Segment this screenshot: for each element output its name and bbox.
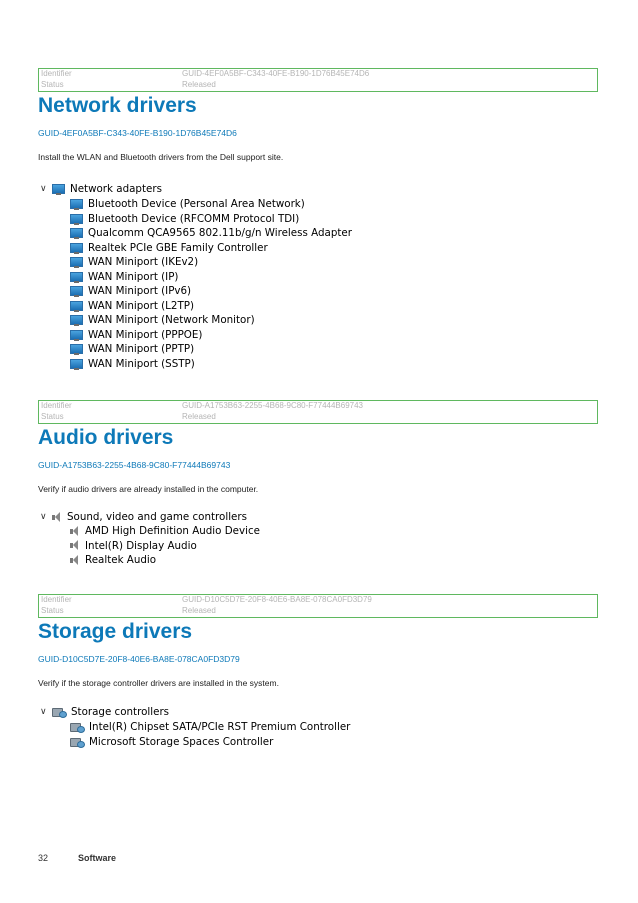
network-adapter-icon bbox=[70, 257, 83, 267]
tree-item[interactable] bbox=[70, 524, 260, 538]
tree-root-storage-controllers bbox=[40, 705, 169, 719]
chevron-down-icon: ∨ bbox=[40, 184, 47, 194]
tree-item-label: Microsoft Storage Spaces Controller bbox=[89, 735, 274, 748]
tree-item-label: Bluetooth Device (RFCOMM Protocol TDI) bbox=[88, 212, 300, 225]
network-adapter-icon bbox=[70, 330, 83, 340]
network-adapter-icon bbox=[70, 344, 83, 354]
tree-item-label: Realtek PCIe GBE Family Controller bbox=[88, 241, 268, 254]
tree-item-label: WAN Miniport (IP) bbox=[88, 270, 179, 283]
section-heading: Audio drivers bbox=[38, 426, 174, 449]
tree-root-network-adapters bbox=[40, 182, 162, 196]
storage-controller-icon bbox=[52, 707, 66, 717]
tree-item[interactable] bbox=[70, 212, 299, 226]
section-description: Verify if audio drivers are already installed in the computer. bbox=[38, 484, 259, 494]
identifier-label: Identifier bbox=[41, 401, 72, 410]
tree-item-label: Realtek Audio bbox=[85, 554, 157, 566]
tree-item[interactable] bbox=[70, 255, 198, 269]
speaker-icon bbox=[70, 540, 80, 551]
page-footer bbox=[38, 853, 116, 863]
section-guid: GUID-A1753B63-2255-4B68-9C80-F77444B69743 bbox=[38, 460, 231, 470]
network-adapter-icon bbox=[52, 184, 65, 194]
status-value: Released bbox=[182, 411, 216, 421]
tree-item[interactable] bbox=[70, 720, 350, 734]
tree-item[interactable] bbox=[70, 284, 191, 298]
section-description: Install the WLAN and Bluetooth drivers from the Dell support site. bbox=[38, 152, 284, 162]
speaker-icon bbox=[70, 526, 80, 537]
footer-section-name: Software bbox=[78, 853, 117, 863]
tree-item[interactable] bbox=[70, 226, 352, 240]
speaker-icon bbox=[70, 555, 80, 566]
tree-item[interactable] bbox=[70, 270, 178, 284]
network-adapter-icon bbox=[70, 272, 83, 282]
status-label: Status bbox=[41, 79, 64, 89]
tree-root-sound-controllers bbox=[40, 510, 247, 524]
tree-item[interactable] bbox=[70, 735, 273, 749]
tree-item-label: WAN Miniport (L2TP) bbox=[88, 299, 194, 312]
tree-item-label: Intel(R) Chipset SATA/PCIe RST Premium Controller bbox=[89, 721, 351, 733]
section-guid: GUID-4EF0A5BF-C343-40FE-B190-1D76B45E74D6 bbox=[38, 128, 237, 138]
tree-item[interactable] bbox=[70, 299, 194, 313]
tree-item[interactable] bbox=[70, 197, 305, 211]
tree-item-label: WAN Miniport (PPPOE) bbox=[88, 328, 203, 341]
network-adapter-icon bbox=[70, 214, 83, 224]
status-value: Released bbox=[182, 605, 216, 615]
network-adapter-icon bbox=[70, 286, 83, 296]
storage-controller-icon bbox=[70, 737, 84, 747]
tree-item-label: WAN Miniport (IKEv2) bbox=[88, 256, 199, 268]
tree-item-label: WAN Miniport (Network Monitor) bbox=[88, 314, 255, 326]
tree-item[interactable] bbox=[70, 539, 197, 553]
metadata-box bbox=[38, 68, 598, 92]
network-adapter-icon bbox=[70, 228, 83, 238]
identifier-label: Identifier bbox=[41, 69, 72, 78]
network-adapter-icon bbox=[70, 243, 83, 253]
tree-item-label: WAN Miniport (SSTP) bbox=[88, 357, 195, 370]
network-adapter-icon bbox=[70, 359, 83, 369]
tree-item[interactable] bbox=[70, 357, 195, 371]
tree-item[interactable] bbox=[70, 313, 255, 327]
status-label: Status bbox=[41, 411, 64, 421]
tree-item-label: AMD High Definition Audio Device bbox=[85, 525, 260, 537]
status-value: Released bbox=[182, 79, 216, 89]
tree-item-label: WAN Miniport (IPv6) bbox=[88, 285, 192, 297]
tree-item-label: WAN Miniport (PPTP) bbox=[88, 343, 195, 355]
tree-root-label: Network adapters bbox=[70, 183, 162, 195]
network-adapter-icon bbox=[70, 199, 83, 209]
tree-item[interactable] bbox=[70, 241, 268, 255]
speaker-icon bbox=[52, 512, 62, 523]
network-adapter-icon bbox=[70, 315, 83, 325]
tree-root-label: Sound, video and game controllers bbox=[67, 511, 247, 523]
chevron-down-icon: ∨ bbox=[40, 707, 47, 717]
tree-item-label: Intel(R) Display Audio bbox=[85, 539, 197, 552]
network-adapter-icon bbox=[70, 301, 83, 311]
page-number: 32 bbox=[38, 853, 49, 863]
section-description: Verify if the storage controller drivers are installed in the system. bbox=[38, 678, 279, 688]
section-guid: GUID-D10C5D7E-20F8-40E6-BA8E-078CA0FD3D79 bbox=[38, 654, 240, 664]
metadata-box bbox=[38, 400, 598, 424]
identifier-value: GUID-4EF0A5BF-C343-40FE-B190-1D76B45E74D6 bbox=[182, 69, 370, 78]
tree-item[interactable] bbox=[70, 328, 202, 342]
status-label: Status bbox=[41, 605, 64, 615]
metadata-box bbox=[38, 594, 598, 618]
tree-item[interactable] bbox=[70, 342, 194, 356]
identifier-label: Identifier bbox=[41, 595, 72, 604]
tree-item-label: Bluetooth Device (Personal Area Network) bbox=[88, 198, 305, 210]
tree-item-label: Qualcomm QCA9565 802.11b/g/n Wireless Adapter bbox=[88, 227, 352, 239]
identifier-value: GUID-A1753B63-2255-4B68-9C80-F77444B69743 bbox=[182, 401, 364, 410]
section-heading: Network drivers bbox=[38, 94, 197, 117]
tree-root-label: Storage controllers bbox=[71, 706, 170, 718]
identifier-value: GUID-D10C5D7E-20F8-40E6-BA8E-078CA0FD3D79 bbox=[182, 595, 372, 604]
storage-controller-icon bbox=[70, 722, 84, 732]
tree-item[interactable] bbox=[70, 553, 156, 567]
section-heading: Storage drivers bbox=[38, 620, 193, 643]
chevron-down-icon: ∨ bbox=[40, 512, 47, 522]
